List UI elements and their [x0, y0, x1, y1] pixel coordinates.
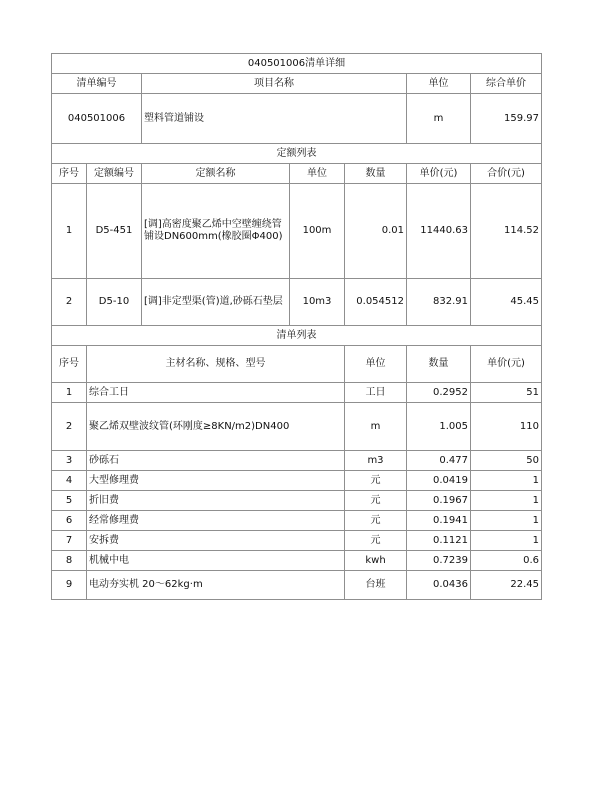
materials-row — [52, 383, 542, 403]
materials-row — [52, 571, 542, 600]
quota-code: D5-10 — [87, 279, 142, 326]
materials-price: 110 — [471, 403, 542, 451]
summary-header-price: 综合单价 — [471, 74, 542, 94]
materials-row — [52, 491, 542, 511]
materials-qty: 1.005 — [407, 403, 471, 451]
materials-price: 1 — [471, 531, 542, 551]
materials-unit: 元 — [345, 471, 407, 491]
materials-name: 聚乙烯双壁波纹管(环刚度≥8KN/m2)DN400 — [87, 403, 345, 451]
materials-price: 51 — [471, 383, 542, 403]
materials-qty: 0.1967 — [407, 491, 471, 511]
materials-no: 7 — [52, 531, 87, 551]
quota-qty: 0.054512 — [345, 279, 407, 326]
materials-section-title: 清单列表 — [52, 326, 542, 346]
materials-unit: 元 — [345, 511, 407, 531]
quota-code: D5-451 — [87, 184, 142, 279]
materials-price: 22.45 — [471, 571, 542, 600]
materials-no: 4 — [52, 471, 87, 491]
materials-no: 1 — [52, 383, 87, 403]
materials-header-name: 主材名称、规格、型号 — [87, 346, 345, 383]
materials-price: 0.6 — [471, 551, 542, 571]
materials-unit: kwh — [345, 551, 407, 571]
quota-header-qty: 数量 — [345, 164, 407, 184]
quota-header-code: 定额编号 — [87, 164, 142, 184]
materials-price: 1 — [471, 471, 542, 491]
quota-header-total: 合价(元) — [471, 164, 542, 184]
materials-price: 50 — [471, 451, 542, 471]
summary-unit: m — [407, 94, 471, 144]
materials-price: 1 — [471, 511, 542, 531]
materials-header-qty: 数量 — [407, 346, 471, 383]
quota-header-price: 单价(元) — [407, 164, 471, 184]
summary-code: 040501006 — [52, 94, 142, 144]
table-title: 040501006清单详细 — [52, 54, 542, 74]
materials-header-unit: 单位 — [345, 346, 407, 383]
quota-no: 1 — [52, 184, 87, 279]
quota-section-title: 定额列表 — [52, 144, 542, 164]
quota-price: 832.91 — [407, 279, 471, 326]
materials-row — [52, 551, 542, 571]
materials-header-no: 序号 — [52, 346, 87, 383]
materials-row — [52, 471, 542, 491]
materials-row — [52, 531, 542, 551]
materials-no: 5 — [52, 491, 87, 511]
materials-name: 大型修理费 — [87, 471, 345, 491]
materials-no: 6 — [52, 511, 87, 531]
materials-row — [52, 511, 542, 531]
materials-unit: m — [345, 403, 407, 451]
quota-row — [52, 184, 542, 279]
materials-name: 安拆费 — [87, 531, 345, 551]
materials-unit: 元 — [345, 531, 407, 551]
quota-total: 45.45 — [471, 279, 542, 326]
materials-name: 机械中电 — [87, 551, 345, 571]
quota-unit: 10m3 — [290, 279, 345, 326]
materials-name: 综合工日 — [87, 383, 345, 403]
materials-qty: 0.1121 — [407, 531, 471, 551]
summary-header-code: 清单编号 — [52, 74, 142, 94]
summary-header-name: 项目名称 — [142, 74, 407, 94]
materials-no: 8 — [52, 551, 87, 571]
materials-unit: 台班 — [345, 571, 407, 600]
quota-header-unit: 单位 — [290, 164, 345, 184]
summary-name: 塑料管道铺设 — [142, 94, 407, 144]
quota-header-name: 定额名称 — [142, 164, 290, 184]
materials-name: 砂砾石 — [87, 451, 345, 471]
materials-name: 经常修理费 — [87, 511, 345, 531]
summary-header-unit: 单位 — [407, 74, 471, 94]
materials-header-price: 单价(元) — [471, 346, 542, 383]
materials-qty: 0.0419 — [407, 471, 471, 491]
materials-row — [52, 451, 542, 471]
quota-name: [调]高密度聚乙烯中空壁缠绕管铺设DN600mm(橡胶圈Φ400) — [142, 184, 290, 279]
bill-detail-table — [51, 53, 542, 600]
quota-total: 114.52 — [471, 184, 542, 279]
materials-unit: 元 — [345, 491, 407, 511]
materials-qty: 0.477 — [407, 451, 471, 471]
quota-name: [调]非定型渠(管)道,砂砾石垫层 — [142, 279, 290, 326]
quota-qty: 0.01 — [345, 184, 407, 279]
quota-no: 2 — [52, 279, 87, 326]
materials-name: 折旧费 — [87, 491, 345, 511]
materials-no: 2 — [52, 403, 87, 451]
materials-row — [52, 403, 542, 451]
materials-price: 1 — [471, 491, 542, 511]
quota-price: 11440.63 — [407, 184, 471, 279]
summary-price: 159.97 — [471, 94, 542, 144]
quota-unit: 100m — [290, 184, 345, 279]
materials-unit: m3 — [345, 451, 407, 471]
materials-qty: 0.2952 — [407, 383, 471, 403]
materials-qty: 0.1941 — [407, 511, 471, 531]
materials-no: 3 — [52, 451, 87, 471]
materials-qty: 0.7239 — [407, 551, 471, 571]
quota-row — [52, 279, 542, 326]
materials-no: 9 — [52, 571, 87, 600]
quota-header-no: 序号 — [52, 164, 87, 184]
materials-qty: 0.0436 — [407, 571, 471, 600]
materials-unit: 工日 — [345, 383, 407, 403]
materials-name: 电动夯实机 20～62kg·m — [87, 571, 345, 600]
